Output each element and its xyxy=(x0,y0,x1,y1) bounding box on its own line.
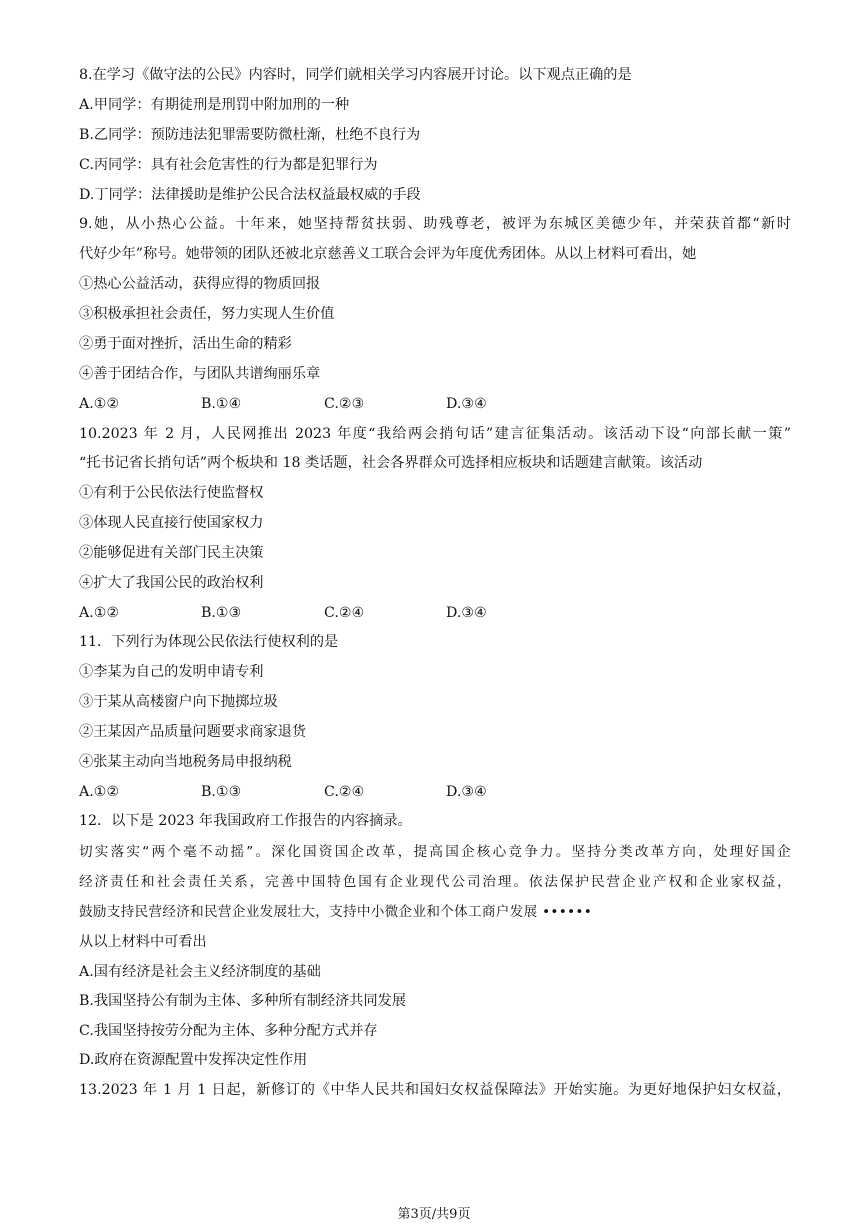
q9-option-a: A.①② xyxy=(79,396,120,412)
q12-option-d: D.政府在资源配置中发挥决定性作用 xyxy=(79,1052,308,1068)
q11-option-b: B.①③ xyxy=(201,784,242,800)
q10-stem-line1: 10.2023 年 2 月，人民网推出 2023 年度“我给两会捎句话”建言征集活动。该活动下设“向部长献一策” xyxy=(79,426,791,442)
q10-item-4: ④扩大了我国公民的政治权利 xyxy=(79,575,264,591)
q10-stem-line2: “托书记省长捎句话”两个板块和 18 类话题，社会各界群众可选择相应板块和话题建言献策。该活动 xyxy=(79,455,703,471)
q11-option-a: A.①② xyxy=(79,784,120,800)
q12-lead: 从以上材料中可看出 xyxy=(79,934,207,950)
q10-option-b: B.①③ xyxy=(201,605,242,621)
q12-option-a: A.国有经济是社会主义经济制度的基础 xyxy=(79,964,321,980)
q8-option-a: A.甲同学：有期徒刑是刑罚中附加刑的一种 xyxy=(79,97,350,113)
q10-item-3: ③体现人民直接行使国家权力 xyxy=(79,515,264,531)
q11-item-1: ①李某为自己的发明申请专利 xyxy=(79,664,264,680)
q11-stem: 11．下列行为体现公民依法行使权利的是 xyxy=(79,634,339,650)
q11-item-2: ②王某因产品质量问题要求商家退货 xyxy=(79,724,307,740)
q11-option-c: C.②④ xyxy=(324,784,365,800)
page-number: 第3页/共9页 xyxy=(397,1207,471,1222)
q10-item-2: ②能够促进有关部门民主决策 xyxy=(79,545,264,561)
q8-option-c: C.丙同学：具有社会危害性的行为都是犯罪行为 xyxy=(79,157,378,173)
q12-excerpt-line1: 切实落实“两个毫不动摇”。深化国资国企改革，提高国企核心竞争力。坚持分类改革方向，处理好国企 xyxy=(79,844,791,860)
q10-option-c: C.②④ xyxy=(324,605,365,621)
q9-option-c: C.②③ xyxy=(324,396,365,412)
q11-item-3: ③于某从高楼窗户向下抛掷垃圾 xyxy=(79,694,278,710)
q12-stem: 12．以下是 2023 年我国政府工作报告的内容摘录。 xyxy=(79,813,412,829)
q10-option-a: A.①② xyxy=(79,605,120,621)
q10-item-1: ①有利于公民依法行使监督权 xyxy=(79,485,264,501)
q9-item-1: ①热心公益活动，获得应得的物质回报 xyxy=(79,276,321,292)
q9-item-4: ④善于团结合作，与团队共谱绚丽乐章 xyxy=(79,366,321,382)
q9-stem-line2: 代好少年”称号。她带领的团队还被北京慈善义工联合会评为年度优秀团体。从以上材料可看出，她 xyxy=(79,246,697,262)
q9-item-2: ②勇于面对挫折，活出生命的精彩 xyxy=(79,336,292,352)
q12-excerpt-line2: 经济责任和社会责任关系，完善中国特色国有企业现代公司治理。依法保护民营企业产权和企业家权益， xyxy=(79,874,791,890)
q9-item-3: ③积极承担社会责任，努力实现人生价值 xyxy=(79,306,335,322)
q10-option-d: D.③④ xyxy=(446,605,487,621)
q12-option-c: C.我国坚持按劳分配为主体、多种分配方式并存 xyxy=(79,1023,378,1039)
q11-option-d: D.③④ xyxy=(446,784,487,800)
q12-option-b: B.我国坚持公有制为主体、多种所有制经济共同发展 xyxy=(79,993,407,1009)
q9-stem-line1: 9.她，从小热心公益。十年来，她坚持帮贫扶弱、助残尊老，被评为东城区美德少年，并荣获首都“新时 xyxy=(79,216,791,232)
q11-item-4: ④张某主动向当地税务局申报纳税 xyxy=(79,754,292,770)
q13-stem-line1: 13.2023 年 1 月 1 日起，新修订的《中华人民共和国妇女权益保障法》开始实施。为更好地保护妇女权益， xyxy=(79,1082,791,1098)
q9-option-d: D.③④ xyxy=(446,396,487,412)
q12-excerpt-line3: 鼓励支持民营经济和民营企业发展壮大，支持中小微企业和个体工商户发展 •••••• xyxy=(79,904,593,920)
q8-option-b: B.乙同学：预防违法犯罪需要防微杜渐，杜绝不良行为 xyxy=(79,127,421,143)
q8-option-d: D.丁同学：法律援助是维护公民合法权益最权威的手段 xyxy=(79,187,421,203)
q8-stem: 8.在学习《做守法的公民》内容时，同学们就相关学习内容展开讨论。以下观点正确的是 xyxy=(79,67,632,83)
q9-option-b: B.①④ xyxy=(201,396,242,412)
